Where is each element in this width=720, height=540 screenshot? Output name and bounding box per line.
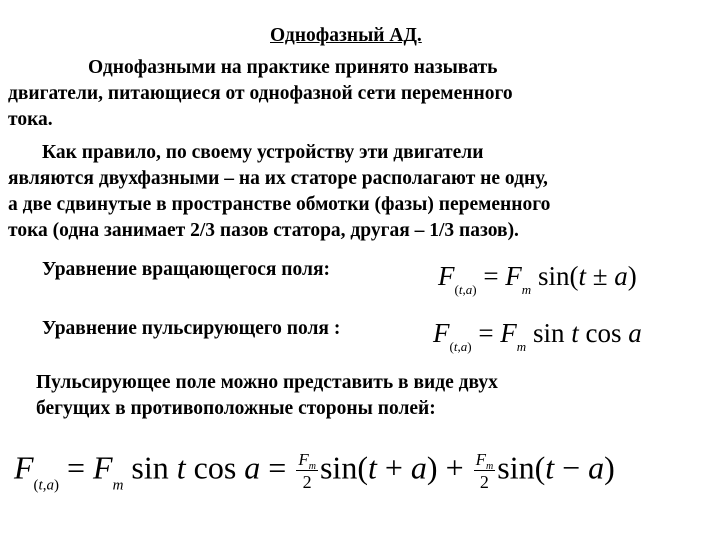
paragraph-2-line-2: являются двухфазными – на их статоре располагают не одну,: [8, 168, 548, 189]
paragraph-2-line-1: Как правило, по своему устройству эти двигатели: [42, 142, 484, 163]
paragraph-3-line-2: бегущих в противоположные стороны полей:: [36, 398, 436, 419]
fraction-fm-over-2-first: $\frac{F_m}{2}$: [298, 450, 316, 492]
rotating-field-label: Уравнение вращающегося поля:: [42, 259, 330, 280]
paragraph-2-line-4: тока (одна занимает 2/3 пазов статора, другая – 1/3 пазов).: [8, 220, 519, 241]
pulsating-field-equation: $F_{(t,a)} = F_m$ sin t cos a: [433, 318, 642, 354]
slide-title: Однофазный АД.: [270, 25, 422, 46]
paragraph-2-line-3: а две сдвинутые в пространстве обмотки (фазы) переменного: [8, 194, 551, 215]
pulsating-field-label: Уравнение пульсирующего поля :: [42, 318, 341, 339]
rotating-field-equation: $F_{(t,a)} = F_m$ sin(t ± a): [438, 261, 637, 297]
paragraph-1-line-2: двигатели, питающиеся от однофазной сети переменного: [8, 83, 513, 104]
fraction-fm-over-2-second: $\frac{F_m}{2}$: [475, 450, 494, 492]
paragraph-1-line-1: Однофазными на практике принято называть: [88, 57, 498, 78]
decomposition-equation: $F_{(t,a)} = F_m$ sin t cos a = $\frac{F_m}{2}$ sin(t + a) + $\frac{F_m}{2}$ sin(t − a): [14, 449, 615, 494]
paragraph-1-line-3: тока.: [8, 109, 53, 130]
paragraph-3-line-1: Пульсирующее поле можно представить в виде двух: [36, 372, 498, 393]
